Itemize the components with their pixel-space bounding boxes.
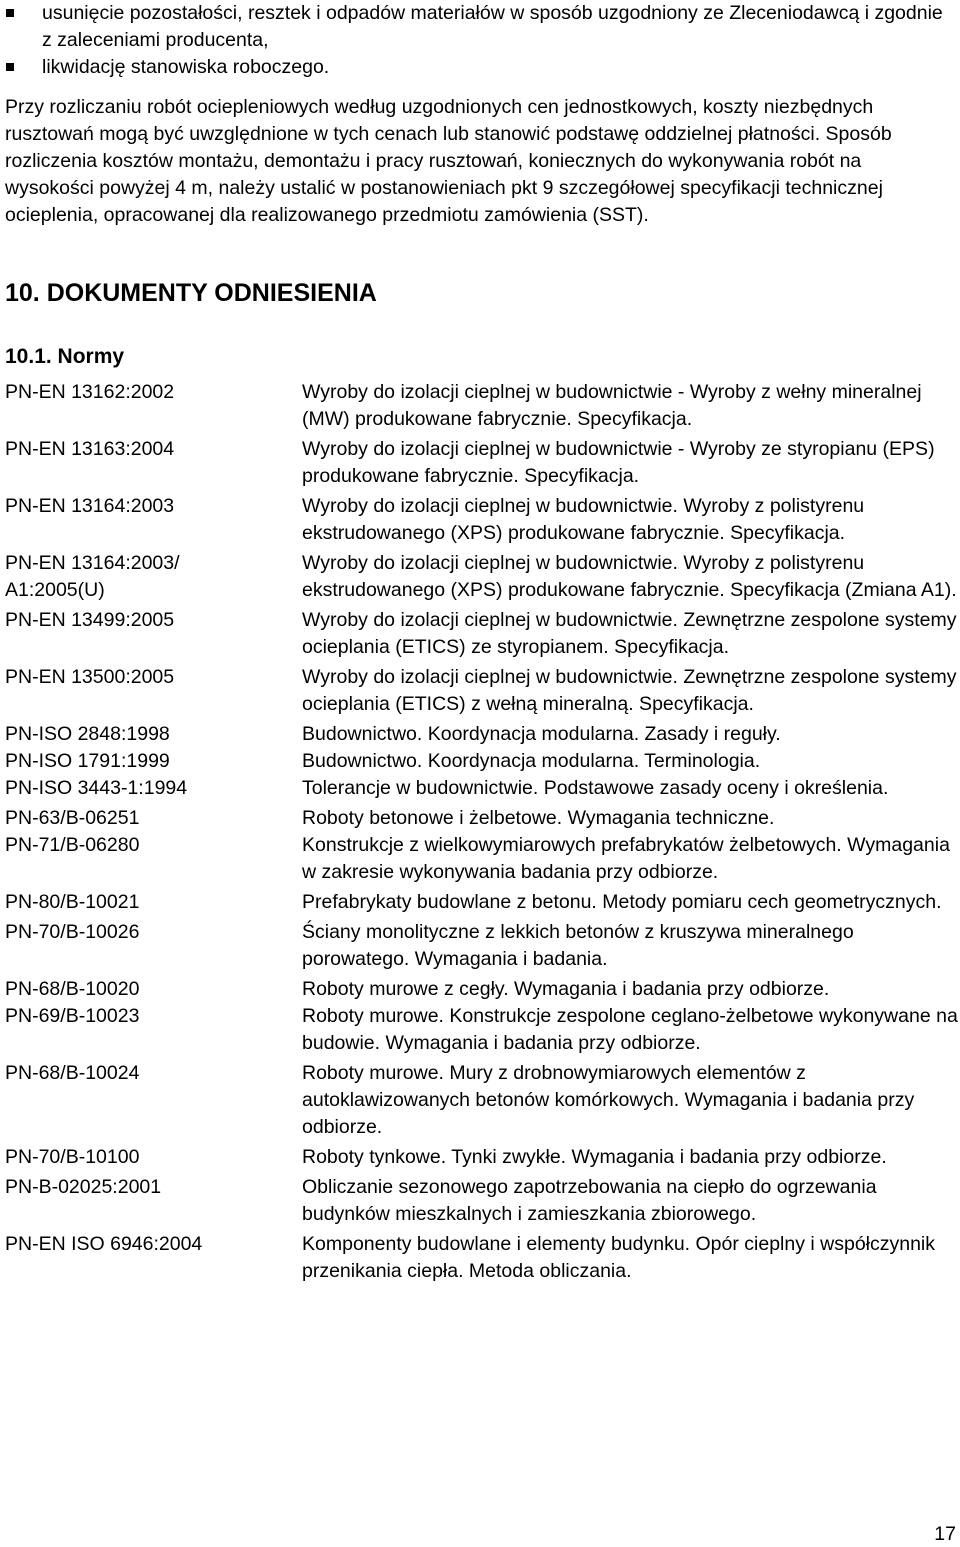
norm-code: PN-EN 13162:2002 [5, 381, 175, 403]
list-item [5, 0, 955, 54]
norm-description: Roboty tynkowe. Tynki zwykłe. Wymagania i badania przy odbiorze. [302, 1146, 887, 1168]
norm-row [5, 919, 960, 973]
norm-description: Wyroby do izolacji cieplnej w budownictwie - Wyroby z wełny mineralnej (MW) produkowane fabrycznie. Specyfikacja. [302, 381, 922, 430]
norm-row [5, 889, 960, 916]
norm-code: PN-EN 13164:2003 [5, 495, 175, 517]
norm-description: Wyroby do izolacji cieplnej w budownictwie. Wyroby z polistyrenu ekstrudowanego (XPS) produkowane fabrycznie. Specyfikacja. [302, 495, 865, 544]
norm-code: PN-EN 13163:2004 [5, 438, 175, 460]
norm-description: Budownictwo. Koordynacja modularna. Terminologia. [302, 750, 761, 772]
norm-description: Wyroby do izolacji cieplnej w budownictwie. Zewnętrzne zespolone systemy ocieplania (ETICS) ze styropianem. Specyfikacja. [302, 609, 957, 658]
norm-code: PN-69/B-10023 [5, 1005, 140, 1027]
norm-description: Tolerancje w budownictwie. Podstawowe zasady oceny i określenia. [302, 777, 889, 799]
bullet-list [5, 0, 955, 81]
norm-code: PN-EN ISO 6946:2004 [5, 1233, 203, 1255]
norm-description: Roboty murowe. Konstrukcje zespolone ceglano-żelbetowe wykonywane na budowie. Wymagania i badania przy odbiorze. [302, 1005, 958, 1054]
norm-row [5, 550, 960, 604]
norm-description: Konstrukcje z wielkowymiarowych prefabrykatów żelbetowych. Wymagania w zakresie wykonywania badania przy odbiorze. [302, 834, 950, 883]
norms-table [5, 379, 960, 1285]
norm-code: PN-68/B-10020 [5, 978, 140, 1000]
section-heading: 10. DOKUMENTY ODNIESIENIA [5, 279, 377, 307]
subsection-heading: 10.1. Normy [5, 345, 125, 368]
norm-code: PN-70/B-10026 [5, 921, 140, 943]
norm-code: PN-ISO 2848:1998 [5, 723, 170, 745]
norm-code: PN-EN 13500:2005 [5, 666, 175, 688]
page-number: 17 [934, 1523, 956, 1545]
norm-description: Wyroby do izolacji cieplnej w budownictwie - Wyroby ze styropianu (EPS) produkowane fabrycznie. Specyfikacja. [302, 438, 935, 487]
norm-row [5, 379, 960, 433]
norm-code: PN-ISO 3443-1:1994 [5, 777, 188, 799]
norm-description: Roboty murowe. Mury z drobnowymiarowych elementów z autoklawizowanych betonów komórkowych. Wymagania i badania przy odbiorze. [302, 1062, 915, 1138]
norm-row [5, 775, 960, 802]
norm-row [5, 436, 960, 490]
norm-row [5, 1231, 960, 1285]
norm-code: PN-EN 13164:2003/ A1:2005(U) [5, 552, 180, 601]
norm-row [5, 1144, 960, 1171]
norm-row [5, 1060, 960, 1141]
list-item [5, 54, 955, 81]
norm-description: Obliczanie sezonowego zapotrzebowania na ciepło do ogrzewania budynków mieszkalnych i zamieszkania zbiorowego. [302, 1176, 877, 1225]
norm-code: PN-63/B-06251 [5, 807, 140, 829]
norm-description: Roboty betonowe i żelbetowe. Wymagania techniczne. [302, 807, 775, 829]
norm-description: Prefabrykaty budowlane z betonu. Metody pomiaru cech geometrycznych. [302, 891, 942, 913]
scaffolding-paragraph: Przy rozliczaniu robót ociepleniowych według uzgodnionych cen jednostkowych, koszty niezbędnych rusztowań mogą być uwzględnione w tych cenach lub stanowić podstawę oddzielnej płatności. Sposób rozliczenia kosztów montażu, demontażu i pracy rusztowań, koniecznych do wykonywania robót na wysokości powyżej 4 m, należy ustalić w postanowieniach pkt 9 szczegółowej specyfikacji technicznej ocieplenia, opracowanej dla realizowanego przedmiotu zamówienia (SST). [5, 96, 892, 226]
norm-row [5, 748, 960, 775]
norm-description: Budownictwo. Koordynacja modularna. Zasady i reguły. [302, 723, 781, 745]
norm-code: PN-68/B-10024 [5, 1062, 140, 1084]
norm-code: PN-71/B-06280 [5, 834, 140, 856]
norm-code: PN-B-02025:2001 [5, 1176, 162, 1198]
norm-description: Wyroby do izolacji cieplnej w budownictwie. Wyroby z polistyrenu ekstrudowanego (XPS) produkowane fabrycznie. Specyfikacja (Zmiana A1). [302, 552, 957, 601]
norm-description: Roboty murowe z cegły. Wymagania i badania przy odbiorze. [302, 978, 830, 1000]
norm-row [5, 976, 960, 1003]
norm-description: Ściany monolityczne z lekkich betonów z kruszywa mineralnego porowatego. Wymagania i badania. [302, 921, 854, 970]
list-item-text: usunięcie pozostałości, resztek i odpadów materiałów w sposób uzgodniony ze Zleceniodawcą i zgodnie z zaleceniami producenta, [42, 2, 943, 51]
square-bullet-icon [6, 9, 14, 17]
square-bullet-icon [6, 63, 14, 71]
norm-code: PN-70/B-10100 [5, 1146, 140, 1168]
norm-row [5, 664, 960, 718]
norm-code: PN-ISO 1791:1999 [5, 750, 170, 772]
list-item-text: likwidację stanowiska roboczego. [42, 56, 330, 78]
norm-description: Wyroby do izolacji cieplnej w budownictwie. Zewnętrzne zespolone systemy ocieplania (ETICS) z wełną mineralną. Specyfikacja. [302, 666, 957, 715]
norm-row [5, 721, 960, 748]
norm-code: PN-80/B-10021 [5, 891, 140, 913]
norm-row [5, 607, 960, 661]
norm-row [5, 832, 960, 886]
norm-row [5, 1174, 960, 1228]
norm-row [5, 805, 960, 832]
norm-row [5, 493, 960, 547]
norm-row [5, 1003, 960, 1057]
norm-description: Komponenty budowlane i elementy budynku. Opór cieplny i współczynnik przenikania ciepła. Metoda obliczania. [302, 1233, 936, 1282]
norm-code: PN-EN 13499:2005 [5, 609, 175, 631]
